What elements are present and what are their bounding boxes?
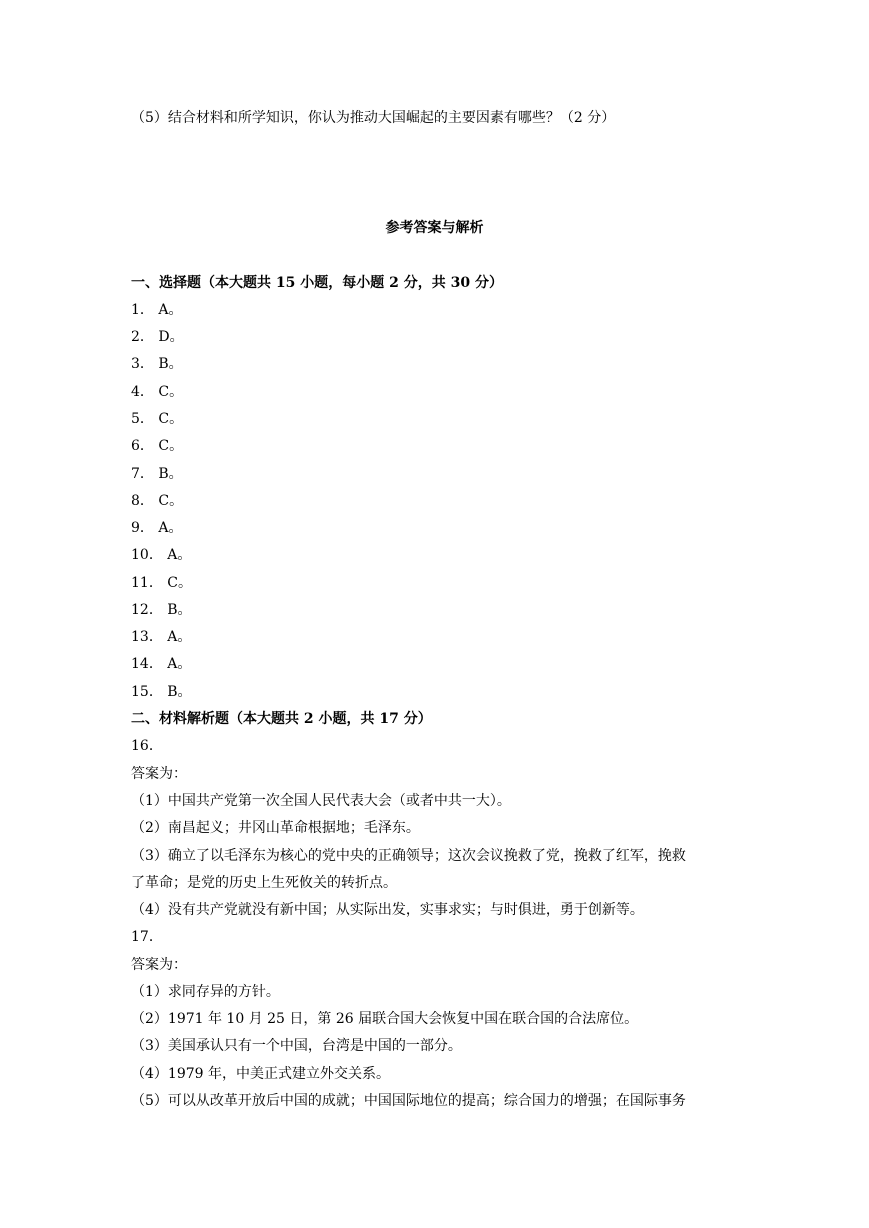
page-title: 参考答案与解析 — [385, 220, 484, 236]
answer-text-line: （2）1971 年 10 月 25 日，第 26 届联合国大会恢复中国在联合国的合法席位。 — [131, 1011, 639, 1027]
answer-line: 11． C。 — [131, 575, 192, 591]
answer-line: 13． A。 — [131, 629, 192, 645]
answer-label: 答案为： — [131, 766, 187, 782]
section1-heading: 一、选择题（本大题共 15 小题，每小题 2 分，共 30 分） — [131, 275, 503, 291]
answer-text-line: （4）没有共产党就没有新中国；从实际出发，实事求实；与时俱进，勇于创新等。 — [131, 902, 644, 918]
answer-label: 答案为： — [131, 957, 187, 973]
answer-line: 12． B。 — [131, 602, 192, 618]
answer-line: 1． A。 — [131, 302, 183, 318]
answer-line: 10． A。 — [131, 547, 192, 563]
answer-line: 4． C。 — [131, 384, 184, 400]
answer-text-line: （3）美国承认只有一个中国，台湾是中国的一部分。 — [131, 1038, 462, 1054]
answer-line: 14． A。 — [131, 656, 192, 672]
answer-text-line: （5）可以从改革开放后中国的成就；中国国际地位的提高；综合国力的增强；在国际事务 — [131, 1093, 686, 1109]
answer-line: 8． C。 — [131, 493, 184, 509]
question-number: 16． — [131, 738, 163, 754]
answer-text-line: （3）确立了以毛泽东为核心的党中央的正确领导；这次会议挽救了党，挽救了红军，挽救 — [131, 848, 686, 864]
answer-line: 2． D。 — [131, 329, 184, 345]
answer-line: 7． B。 — [131, 466, 183, 482]
answer-text-line: （4）1979 年，中美正式建立外交关系。 — [131, 1066, 390, 1082]
answer-text-line: 了革命；是党的历史上生死攸关的转折点。 — [131, 875, 397, 891]
question-number: 17． — [131, 929, 163, 945]
answer-line: 9． A。 — [131, 520, 183, 536]
answer-line: 5． C。 — [131, 411, 184, 427]
answer-line: 6． C。 — [131, 438, 184, 454]
answer-line: 15． B。 — [131, 684, 192, 700]
answer-line: 3． B。 — [131, 356, 183, 372]
question-5-text: （5）结合材料和所学知识，你认为推动大国崛起的主要因素有哪些？（2 分） — [131, 110, 616, 126]
answer-text-line: （1）中国共产党第一次全国人民代表大会（或者中共一大）。 — [131, 793, 511, 809]
answer-text-line: （2）南昌起义；井冈山革命根据地；毛泽东。 — [131, 820, 420, 836]
section2-heading: 二、材料解析题（本大题共 2 小题，共 17 分） — [131, 711, 432, 727]
answer-text-line: （1）求同存异的方针。 — [131, 984, 280, 1000]
